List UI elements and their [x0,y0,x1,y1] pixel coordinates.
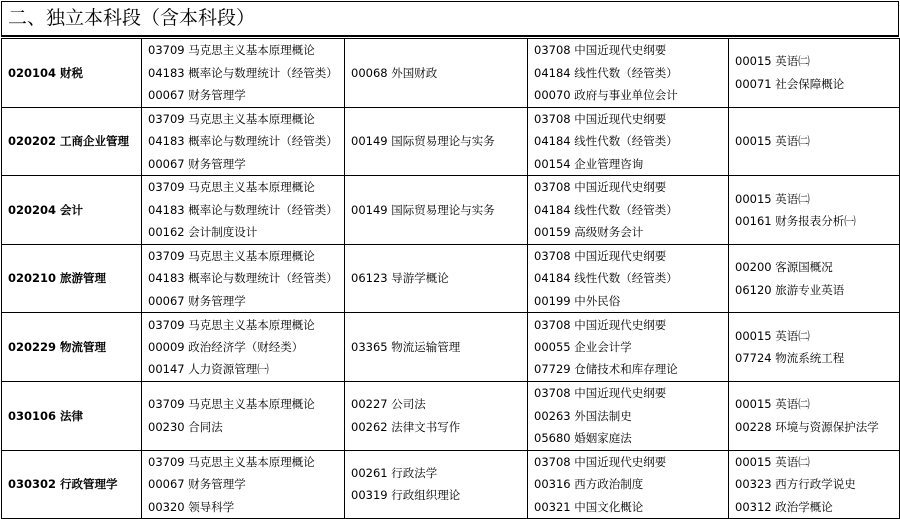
course-cell-col-c [528,244,729,313]
course-cell-col-d [729,450,900,519]
course-entry: 04184 线性代数（经管类） [534,134,678,149]
course-entry: 00227 公司法 [351,397,426,412]
course-cell-col-a [142,244,345,313]
course-cell-col-c [528,313,729,382]
course-entry: 00228 环境与资源保护法学 [735,419,879,434]
course-cell-col-a [142,176,345,245]
table-row [2,176,900,245]
course-entry: 03709 马克思主义基本原理概论 [148,317,315,332]
course-entry: 06120 旅游专业英语 [735,282,845,297]
course-cell-col-c [528,39,729,108]
course-entry: 04184 线性代数（经管类） [534,65,678,80]
course-entry: 00015 英语㈡ [735,54,810,69]
course-entry: 00316 西方政治制度 [534,477,644,492]
major-name: 020204 会计 [2,176,142,245]
course-entry: 00162 会计制度设计 [148,225,258,240]
table-row [2,381,900,450]
section-title: 二、独立本科段（含本科段） [1,1,899,37]
course-cell-col-a [142,39,345,108]
course-cell-col-a [142,450,345,519]
course-entry: 00015 英语㈡ [735,328,810,343]
course-entry: 04183 概率论与数理统计（经管类） [148,202,338,217]
course-entry: 03708 中国近现代史纲要 [534,180,667,195]
table-row [2,313,900,382]
course-cell-col-d [729,107,900,176]
course-entry: 03709 马克思主义基本原理概论 [148,248,315,263]
course-entry: 00055 企业会计学 [534,339,632,354]
major-name: 020104 财税 [2,39,142,108]
course-entry: 00067 财务管理学 [148,293,246,308]
course-entry: 05680 婚姻家庭法 [534,430,632,445]
course-entry: 03365 物流运输管理 [351,339,461,354]
course-entry: 00015 英语㈡ [735,134,810,149]
major-name: 030302 行政管理学 [2,450,142,519]
course-table [1,38,900,519]
major-name: 020202 工商企业管理 [2,107,142,176]
course-cell-col-c [528,107,729,176]
course-entry: 04184 线性代数（经管类） [534,202,678,217]
course-entry: 03708 中国近现代史纲要 [534,43,667,58]
course-entry: 03708 中国近现代史纲要 [534,317,667,332]
course-entry: 00068 外国财政 [351,65,438,80]
course-cell-col-b [345,313,528,382]
course-entry: 03708 中国近现代史纲要 [534,386,667,401]
course-cell-col-b [345,176,528,245]
course-entry: 03709 马克思主义基本原理概论 [148,111,315,126]
course-entry: 00319 行政组织理论 [351,488,461,503]
course-entry: 00230 合同法 [148,419,223,434]
course-cell-col-d [729,244,900,313]
course-entry: 00071 社会保障概论 [735,76,845,91]
course-entry: 00015 英语㈡ [735,397,810,412]
course-entry: 04183 概率论与数理统计（经管类） [148,134,338,149]
course-cell-col-d [729,39,900,108]
course-cell-col-b [345,39,528,108]
table-row [2,39,900,108]
table-row [2,244,900,313]
course-cell-col-a [142,381,345,450]
course-entry: 00320 领导科学 [148,499,235,514]
course-entry: 00067 财务管理学 [148,477,246,492]
course-cell-col-a [142,107,345,176]
course-cell-col-c [528,381,729,450]
course-entry: 00067 财务管理学 [148,156,246,171]
course-entry: 00261 行政法学 [351,465,438,480]
course-cell-col-a [142,313,345,382]
course-entry: 00200 客源国概况 [735,260,833,275]
course-cell-col-d [729,313,900,382]
course-entry: 00015 英语㈡ [735,191,810,206]
course-cell-col-d [729,381,900,450]
course-entry: 03708 中国近现代史纲要 [534,111,667,126]
course-entry: 00263 外国法制史 [534,408,632,423]
course-entry: 03708 中国近现代史纲要 [534,248,667,263]
course-cell-col-b [345,107,528,176]
course-cell-col-c [528,176,729,245]
table-row [2,450,900,519]
table-row [2,107,900,176]
course-entry: 00147 人力资源管理㈠ [148,362,269,377]
course-entry: 00070 政府与事业单位会计 [534,88,678,102]
course-entry: 00067 财务管理学 [148,88,246,102]
course-entry: 04183 概率论与数理统计（经管类） [148,65,338,80]
course-entry: 03709 马克思主义基本原理概论 [148,397,315,412]
course-entry: 06123 导游学概论 [351,271,449,286]
course-entry: 00312 政治学概论 [735,499,833,514]
course-entry: 00159 高级财务会计 [534,225,644,240]
major-name: 020210 旅游管理 [2,244,142,313]
course-entry: 00161 财务报表分析㈠ [735,213,856,228]
course-entry: 00149 国际贸易理论与实务 [351,134,495,149]
course-entry: 07729 仓储技术和库存理论 [534,362,678,377]
course-entry: 00015 英语㈡ [735,454,810,469]
course-entry: 00009 政治经济学（财经类） [148,339,304,354]
course-table-body [2,39,900,519]
course-entry: 03709 马克思主义基本原理概论 [148,454,315,469]
course-entry: 00149 国际贸易理论与实务 [351,202,495,217]
course-entry: 00323 西方行政学说史 [735,477,856,492]
course-entry: 03708 中国近现代史纲要 [534,454,667,469]
course-cell-col-d [729,176,900,245]
course-entry: 00154 企业管理咨询 [534,156,644,171]
course-entry: 04184 线性代数（经管类） [534,271,678,286]
course-cell-col-b [345,244,528,313]
major-name: 020229 物流管理 [2,313,142,382]
major-name: 030106 法律 [2,381,142,450]
course-entry: 03709 马克思主义基本原理概论 [148,43,315,58]
course-entry: 07724 物流系统工程 [735,351,845,366]
course-entry: 03709 马克思主义基本原理概论 [148,180,315,195]
course-cell-col-b [345,450,528,519]
course-entry: 00199 中外民俗 [534,293,621,308]
course-cell-col-b [345,381,528,450]
course-entry: 00321 中国文化概论 [534,499,644,514]
course-entry: 00262 法律文书写作 [351,419,461,434]
course-cell-col-c [528,450,729,519]
course-entry: 04183 概率论与数理统计（经管类） [148,271,338,286]
